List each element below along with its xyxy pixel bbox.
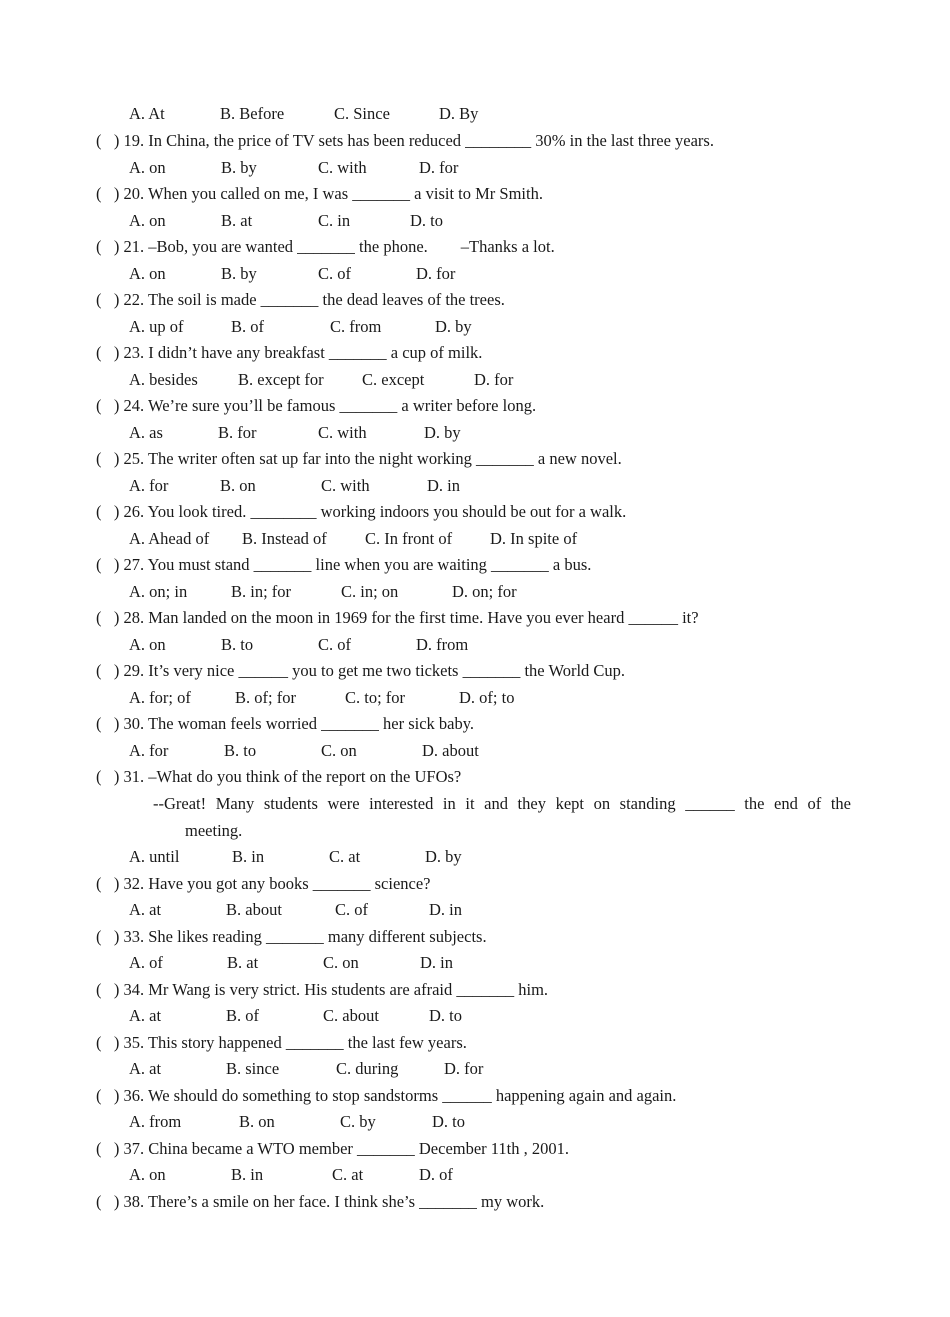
question-29: ( ) 29. It’s very nice ______ you to get me two tickets _______ the World Cup.: [96, 661, 626, 680]
question-33: ( ) 33. She likes reading _______ many different subjects.: [96, 927, 487, 946]
option: D. for: [416, 264, 456, 283]
option: B. of; for: [235, 688, 296, 707]
option: A. at: [129, 1059, 162, 1078]
option: B. by: [221, 158, 257, 177]
option: C. with: [318, 158, 367, 177]
option: B. about: [226, 900, 282, 919]
question-28: ( ) 28. Man landed on the moon in 1969 for the first time. Have you ever heard ______ it?: [96, 608, 699, 627]
option: D. in: [427, 476, 460, 495]
option: A. of: [129, 953, 163, 972]
option: D. to: [410, 211, 443, 230]
option: C. on: [323, 953, 359, 972]
question-25: ( ) 25. The writer often sat up far into the night working _______ a new novel.: [96, 449, 622, 468]
option: B. on: [220, 476, 256, 495]
option: C. except: [362, 370, 425, 389]
option: C. on: [321, 741, 357, 760]
option: D. by: [425, 847, 462, 866]
option: A. from: [129, 1112, 182, 1131]
option: A. Ahead of: [129, 529, 210, 548]
option: C. at: [332, 1165, 364, 1184]
q32-options: [129, 900, 462, 920]
option: B. Before: [220, 104, 285, 123]
q19-options: [129, 158, 458, 178]
option: C. of: [318, 264, 351, 283]
q27-options: [129, 582, 517, 602]
question-30: ( ) 30. The woman feels worried _______ her sick baby.: [96, 714, 475, 733]
q29-options: [129, 688, 514, 708]
option: C. at: [329, 847, 361, 866]
q20-options: [129, 211, 443, 231]
q36-options: [129, 1112, 465, 1132]
option: B. Instead of: [242, 529, 327, 548]
option: D. to: [432, 1112, 465, 1131]
question-27: ( ) 27. You must stand _______ line when you are waiting _______ a bus.: [96, 555, 592, 574]
option: C. of: [335, 900, 368, 919]
option: D. in: [420, 953, 453, 972]
option: A. At: [129, 104, 165, 123]
option: B. in; for: [231, 582, 292, 601]
option: A. besides: [129, 370, 198, 389]
question-22: ( ) 22. The soil is made _______ the dead leaves of the trees.: [96, 290, 505, 309]
option: C. to; for: [345, 688, 406, 707]
q21-options: [129, 264, 455, 284]
option: A. on; in: [129, 582, 188, 601]
question-26: ( ) 26. You look tired. ________ working indoors you should be out for a walk.: [96, 502, 627, 521]
option: D. for: [444, 1059, 484, 1078]
option: D. of; to: [459, 688, 515, 707]
option: A. on: [129, 635, 166, 654]
option: C. with: [321, 476, 370, 495]
question-38: ( ) 38. There’s a smile on her face. I think she’s _______ my work.: [96, 1192, 545, 1211]
question-23: ( ) 23. I didn’t have any breakfast _______ a cup of milk.: [96, 343, 483, 362]
q22-options: [129, 317, 472, 337]
option: C. in: [318, 211, 351, 230]
option: A. on: [129, 158, 166, 177]
option: C. by: [340, 1112, 376, 1131]
q28-options: [129, 635, 468, 655]
q26-options: [129, 529, 577, 549]
option: A. as: [129, 423, 163, 442]
option: D. on; for: [452, 582, 517, 601]
q24-options: [129, 423, 461, 443]
option: A. on: [129, 1165, 166, 1184]
option: B. to: [224, 741, 257, 760]
option: B. for: [218, 423, 257, 442]
option: D. of: [419, 1165, 453, 1184]
option: D. from: [416, 635, 469, 654]
option: D. By: [439, 104, 479, 123]
option: D. to: [429, 1006, 462, 1025]
option: D. for: [474, 370, 514, 389]
option: A. on: [129, 211, 166, 230]
option: D. by: [435, 317, 472, 336]
option: C. In front of: [365, 529, 453, 548]
question-19: ( ) 19. In China, the price of TV sets has been reduced ________ 30% in the last three years.: [96, 131, 714, 150]
q25-options: [129, 476, 460, 496]
option: D. in: [429, 900, 462, 919]
option: C. with: [318, 423, 367, 442]
option: A. at: [129, 900, 162, 919]
question-37: ( ) 37. China became a WTO member _______ December 11th , 2001.: [96, 1139, 570, 1158]
option: A. for: [129, 741, 169, 760]
option: C. about: [323, 1006, 379, 1025]
option: B. except for: [238, 370, 324, 389]
option: B. in: [231, 1165, 264, 1184]
question-31-response: --Great! Many students were interested in it and they kept on standing ______ the end of the: [153, 794, 851, 813]
question-31-response-cont: meeting.: [185, 821, 243, 840]
q18-options: [129, 104, 478, 124]
q35-options: [129, 1059, 483, 1079]
option: D. In spite of: [490, 529, 578, 548]
option: C. in; on: [341, 582, 399, 601]
option: C. from: [330, 317, 382, 336]
option: B. on: [239, 1112, 275, 1131]
question-20: ( ) 20. When you called on me, I was _______ a visit to Mr Smith.: [96, 184, 543, 203]
q23-options: [129, 370, 513, 390]
option: A. on: [129, 264, 166, 283]
q37-options: [129, 1165, 453, 1185]
option: C. during: [336, 1059, 399, 1078]
option: B. by: [221, 264, 257, 283]
option: D. about: [422, 741, 479, 760]
option: B. of: [226, 1006, 259, 1025]
q33-options: [129, 953, 453, 973]
question-35: ( ) 35. This story happened _______ the last few years.: [96, 1033, 467, 1052]
option: A. up of: [129, 317, 184, 336]
option: B. to: [221, 635, 254, 654]
option: C. of: [318, 635, 351, 654]
question-24: ( ) 24. We’re sure you’ll be famous _______ a writer before long.: [96, 396, 537, 415]
option: B. since: [226, 1059, 280, 1078]
option: B. at: [227, 953, 259, 972]
option: A. at: [129, 1006, 162, 1025]
option: B. in: [232, 847, 265, 866]
q30-options: [129, 741, 479, 761]
q31-options: [129, 847, 462, 867]
question-32: ( ) 32. Have you got any books _______ science?: [96, 874, 431, 893]
option: B. of: [231, 317, 264, 336]
question-36: ( ) 36. We should do something to stop sandstorms ______ happening again and again.: [96, 1086, 677, 1105]
option: A. for; of: [129, 688, 191, 707]
question-34: ( ) 34. Mr Wang is very strict. His students are afraid _______ him.: [96, 980, 549, 999]
option: B. at: [221, 211, 253, 230]
option: C. Since: [334, 104, 390, 123]
option: A. for: [129, 476, 169, 495]
option: D. by: [424, 423, 461, 442]
question-21: ( ) 21. –Bob, you are wanted _______ the phone. –Thanks a lot.: [96, 237, 555, 256]
option: A. until: [129, 847, 180, 866]
option: D. for: [419, 158, 459, 177]
question-31: ( ) 31. –What do you think of the report on the UFOs?: [96, 767, 462, 786]
q34-options: [129, 1006, 462, 1026]
